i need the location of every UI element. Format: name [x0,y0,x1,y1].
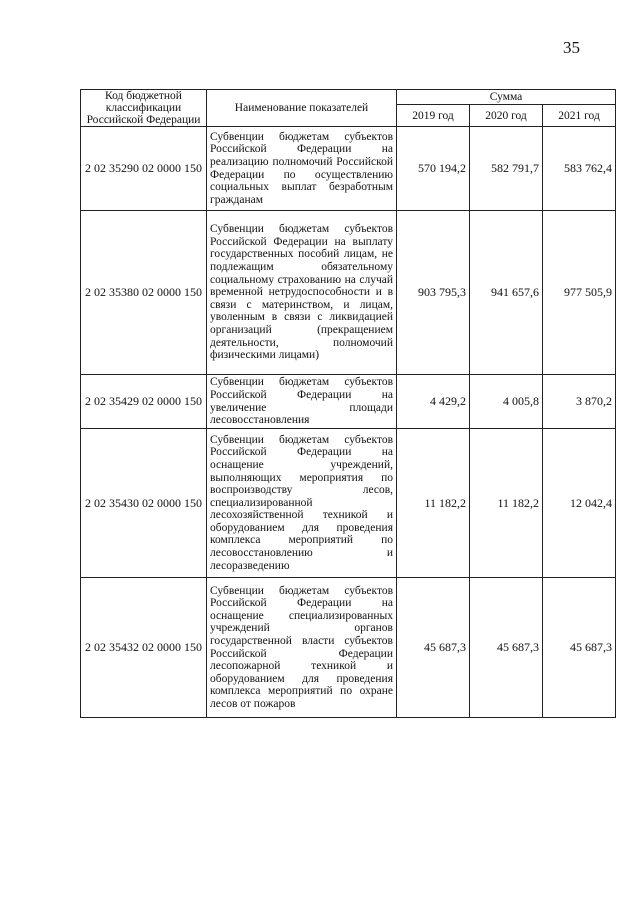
header-year-2019: 2019 год [397,105,470,127]
table-row [81,375,616,429]
header-year-2020: 2020 год [470,105,543,127]
row-value-2021: 3 870,2 [543,375,616,429]
row-code: 2 02 35290 02 0000 150 [81,127,207,211]
row-value-2020: 45 687,3 [470,578,543,718]
row-name: Субвенции бюджетам субъектов Российской Федерации на оснащение учреждений, выполняющих мероприятия по воспроизводству лесов, специализированной лесохозяйственной техникой и оборудованием для проведения комплекса мероприятий по лесовосстановлению и лесоразведению [207,429,397,578]
row-value-2019: 45 687,3 [397,578,470,718]
table-row [81,127,616,211]
row-name: Субвенции бюджетам субъектов Российской Федерации на реализацию полномочий Российской Федерации по осуществлению социальных выплат безработным гражданам [207,127,397,211]
header-name: Наименование показателей [207,90,397,127]
page-number: 35 [563,38,580,57]
row-code: 2 02 35380 02 0000 150 [81,211,207,375]
header-year-2021: 2021 год [543,105,616,127]
row-code: 2 02 35432 02 0000 150 [81,578,207,718]
header-code: Код бюджетной классификации Российской Федерации [81,90,207,127]
row-value-2019: 4 429,2 [397,375,470,429]
row-value-2020: 4 005,8 [470,375,543,429]
table-row [81,578,616,718]
row-value-2019: 903 795,3 [397,211,470,375]
row-value-2021: 583 762,4 [543,127,616,211]
row-value-2019: 11 182,2 [397,429,470,578]
row-value-2021: 977 505,9 [543,211,616,375]
row-name: Субвенции бюджетам субъектов Российской Федерации на оснащение специализированных учреждений органов государственной власти субъектов Российской Федерации лесопожарной техникой и оборудованием для проведения комплекса мероприятий по охране лесов от пожаров [207,578,397,718]
row-value-2020: 11 182,2 [470,429,543,578]
row-value-2021: 45 687,3 [543,578,616,718]
header-sum: Сумма [397,90,616,105]
row-name: Субвенции бюджетам субъектов Российской Федерации на увеличение площади лесовосстановления [207,375,397,429]
table-row [81,211,616,375]
row-value-2020: 941 657,6 [470,211,543,375]
row-code: 2 02 35429 02 0000 150 [81,375,207,429]
row-code: 2 02 35430 02 0000 150 [81,429,207,578]
row-value-2019: 570 194,2 [397,127,470,211]
row-name: Субвенции бюджетам субъектов Российской Федерации на выплату государственных пособий лицам, не подлежащим обязательному социальному страхованию на случай временной нетрудоспособности и в связи с материнством, и лицам, уволенным в связи с ликвидацией организаций (прекращением деятельности, полномочий физическими лицами) [207,211,397,375]
row-value-2021: 12 042,4 [543,429,616,578]
row-value-2020: 582 791,7 [470,127,543,211]
budget-table [80,89,616,718]
table-row [81,429,616,578]
